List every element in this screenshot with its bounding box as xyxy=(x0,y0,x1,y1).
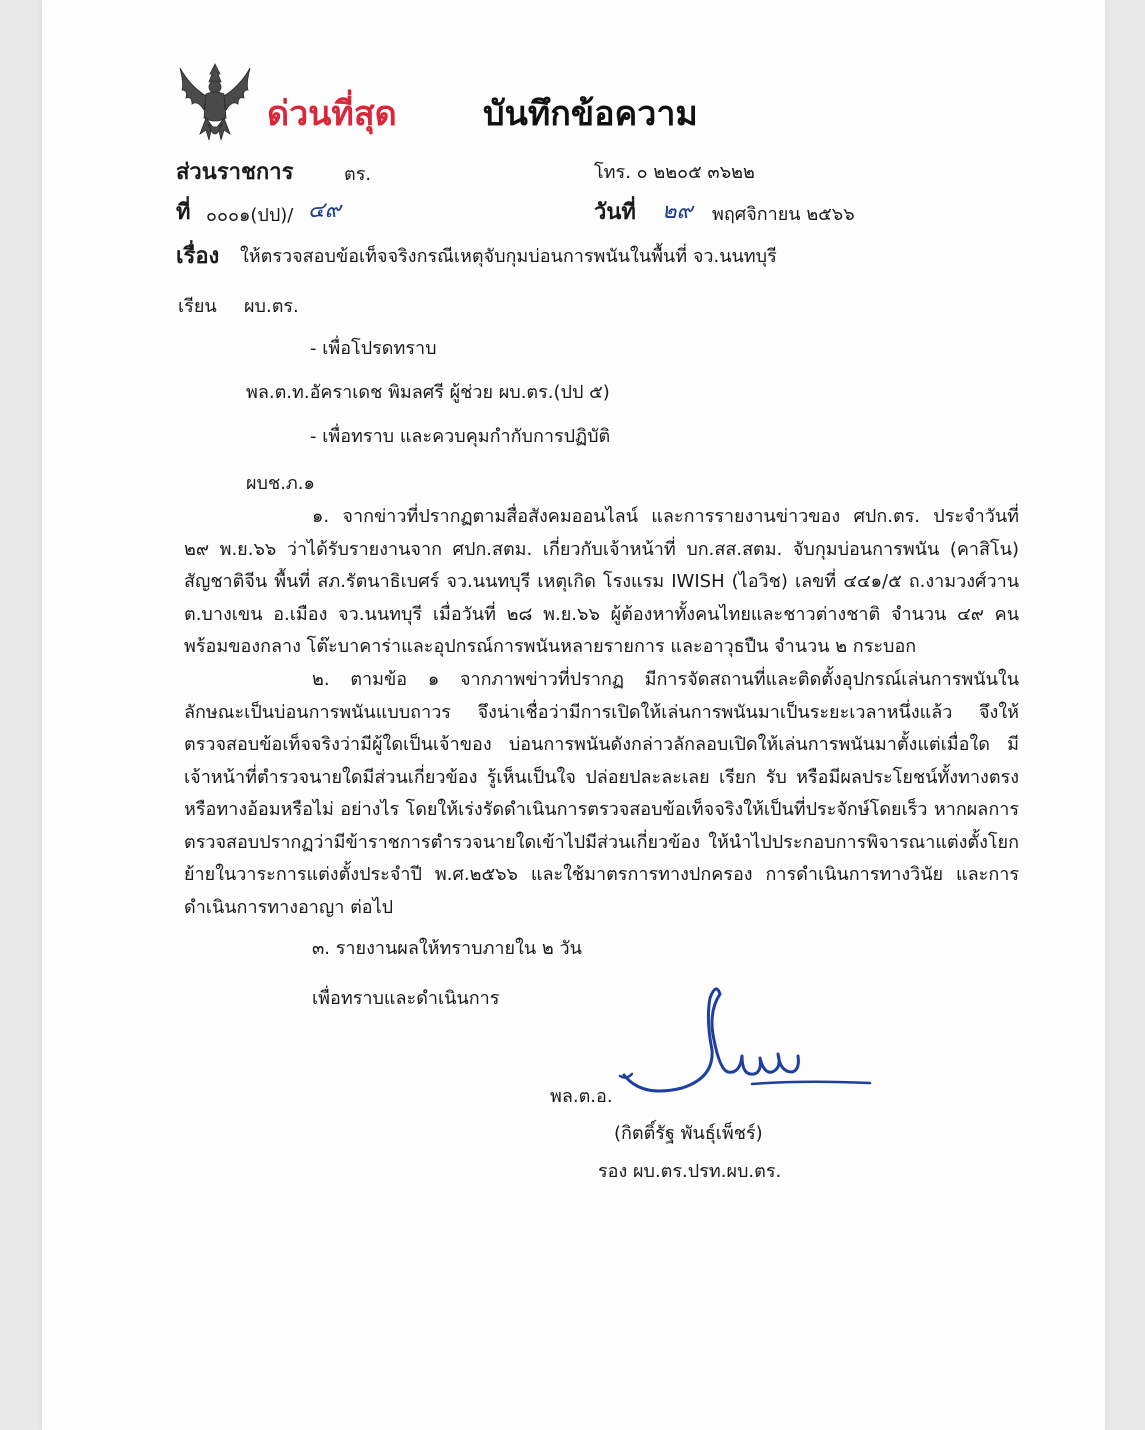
ref-number: ๐๐๐๑(ปป)/ xyxy=(206,205,294,226)
ref-label: ที่ xyxy=(176,200,191,225)
agency-label: ส่วนราชการ xyxy=(176,160,294,185)
recipient-cc-2: ผบช.ภ.๑ xyxy=(246,473,315,494)
signatory-position: รอง ผบ.ตร.ปรท.ผบ.ตร. xyxy=(598,1161,782,1182)
recipient-primary: ผบ.ตร. xyxy=(244,296,299,317)
signatory-name: (กิตติ์รัฐ พันธุ์เพ็ชร์) xyxy=(614,1123,763,1144)
body-paragraph-3: ๓. รายงานผลให้ทราบภายใน ๒ วัน xyxy=(312,938,582,959)
recipient-cc: พล.ต.ท.อัคราเดช พิมลศรี ผู้ช่วย ผบ.ตร.(ปป ๕) xyxy=(246,382,610,403)
closing-line: เพื่อทราบและดำเนินการ xyxy=(312,988,500,1009)
recipient-note-1: - เพื่อโปรดทราบ xyxy=(310,338,437,359)
date-month-year: พฤศจิกายน ๒๕๖๖ xyxy=(712,204,855,225)
recipient-note-2: - เพื่อทราบ และควบคุมกำกับการปฏิบัติ xyxy=(310,426,611,447)
urgency-label: ด่วนที่สุด xyxy=(267,94,397,134)
handwritten-signature xyxy=(602,980,877,1100)
body-paragraph-2: ๒. ตามข้อ ๑ จากภาพข่าวที่ปรากฏ มีการจัดสถานที่และติดตั้งอุปกรณ์เล่นการพนันในลักษณะเป็นบ่อนการพนันแบบถาวร จึงน่าเชื่อว่ามีการเปิดให้เล่นการพนันมาเป็นระยะเวลาหนึ่งแล้ว จึงให้ตรวจสอบข้อเท็จจริงว่ามีผู้ใดเป็นเจ้าของ บ่อนการพนันดังกล่าวลักลอบเปิดให้เล่นการพนันมาตั้งแต่เมื่อใด มีเจ้าหน้าที่ตำรวจนายใดมีส่วนเกี่ยวข้อง รู้เห็นเป็นใจ ปล่อยปละละเลย เรียก รับ หรือมีผลประโยชน์ทั้งทางตรงหรือทางอ้อมหรือไม่ อย่างไร โดยให้เร่งรัดดำเนินการตรวจสอบข้อเท็จจริงให้เป็นที่ประจักษ์โดยเร็ว หากผลการตรวจสอบปรากฏว่ามีข้าราชการตำรวจนายใดเข้าไปมีส่วนเกี่ยวข้อง ให้นำไปประกอบการพิจารณาแต่งตั้งโยกย้ายในวาระการแต่งตั้งประจำปี พ.ศ.๒๕๖๖ และใช้มาตรการทางปกครอง การดำเนินการทางวินัย และการดำเนินการทางอาญา ต่อไป xyxy=(184,669,1019,918)
phone-number: โทร. ๐ ๒๒๐๕ ๓๖๒๒ xyxy=(594,162,755,183)
ref-handwritten: ๔๙ xyxy=(308,198,341,223)
subject-label: เรื่อง xyxy=(176,244,220,269)
body-paragraph-1: ๑. จากข่าวที่ปรากฏตามสื่อสังคมออนไลน์ และการรายงานข่าวของ ศปก.ตร. ประจำวันที่ ๒๙ พ.ย.๖๖ ว่าได้รับรายงานจาก ศปก.สตม. เกี่ยวกับเจ้าหน้าที่ บก.สส.สตม. จับกุมบ่อนการพนัน (คาสิโน) สัญชาติจีน พื้นที่ สภ.รัตนาธิเบศร์ จว.นนทบุรี เหตุเกิด โรงแรม IWISH (ไอวิช) เลขที่ ๔๔๑/๕ ถ.งามวงศ์วาน ต.บางเขน อ.เมือง จว.นนทบุรี เมื่อวันที่ ๒๘ พ.ย.๖๖ ผู้ต้องหาทั้งคนไทยและชาวต่างชาติ จำนวน ๔๙ คน พร้อมของกลาง โต๊ะบาคาร่าและอุปกรณ์การพนันหลายรายการ และอาวุธปืน จำนวน ๒ กระบอก xyxy=(184,506,1019,657)
date-day-handwritten: ๒๙ xyxy=(662,199,693,224)
signatory-rank: พล.ต.อ. xyxy=(550,1086,613,1107)
date-label: วันที่ xyxy=(594,200,636,225)
salutation: เรียน xyxy=(178,296,217,317)
memo-page xyxy=(42,0,1105,1430)
garuda-emblem-icon xyxy=(176,60,254,146)
memo-title: บันทึกข้อความ xyxy=(483,94,698,134)
agency-value: ตร. xyxy=(344,164,372,185)
subject-text: ให้ตรวจสอบข้อเท็จจริงกรณีเหตุจับกุมบ่อนการพนันในพื้นที่ จว.นนทบุรี xyxy=(240,246,777,267)
